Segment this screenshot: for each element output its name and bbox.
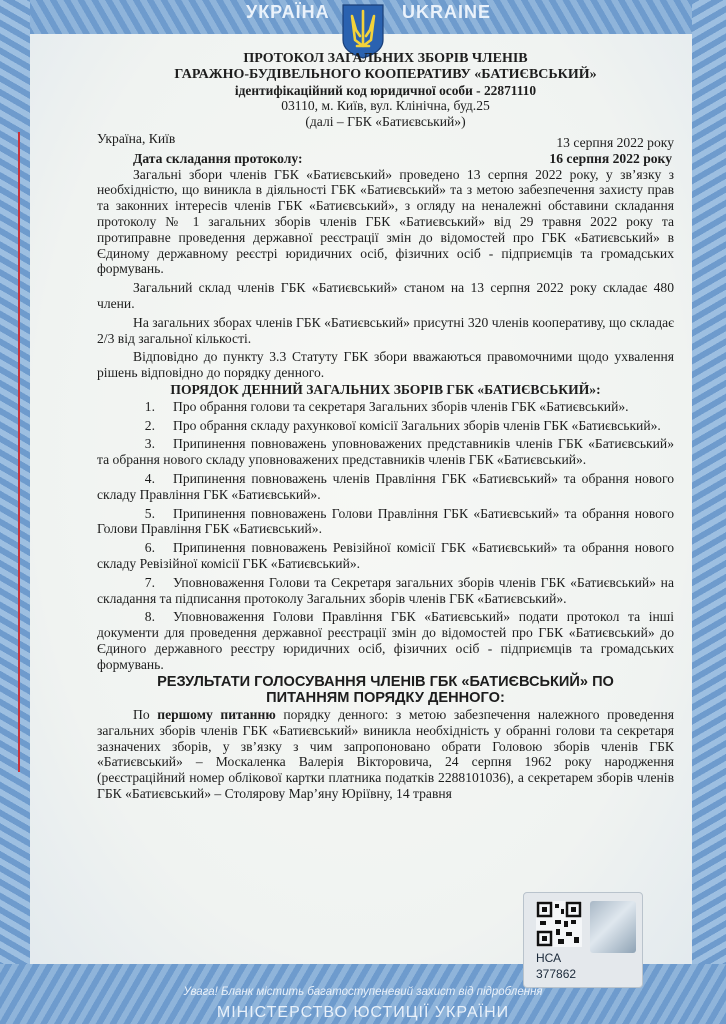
title-line-2: ГАРАЖНО-БУДІВЕЛЬНОГО КООПЕРАТИВУ «БАТИЄВСЬКИЙ» xyxy=(174,66,597,82)
agenda-number: 3. xyxy=(144,436,155,452)
results-first-question xyxy=(97,707,674,802)
binding-thread xyxy=(18,132,20,772)
place: Україна, Київ xyxy=(97,130,176,146)
hologram-icon xyxy=(590,901,636,953)
agenda-number: 1. xyxy=(144,398,155,414)
protocol-date: 16 серпня 2022 року xyxy=(549,150,672,166)
paragraph-present-members: На загальних зборах членів ГБК «Батиєвський» присутні 320 членів кооперативу, що складає 2/3 від загальної кількості. xyxy=(97,314,674,346)
agenda-number: 5. xyxy=(144,505,155,521)
sticker-number: 377862 xyxy=(536,967,577,981)
agenda-number: 8. xyxy=(144,609,155,625)
guilloche-frame-left xyxy=(0,0,30,1024)
agenda-text: Припинення повноважень Голови Правління ГБК «Батиєвський» та обрання нового Голови Правління ГБК «Батиєвський». xyxy=(97,505,674,537)
agenda-number: 2. xyxy=(144,417,155,433)
agenda-number: 4. xyxy=(144,470,155,486)
agenda-list xyxy=(97,399,674,673)
agenda-number: 7. xyxy=(144,574,155,590)
title-address: 03110, м. Київ, вул. Клінічна, буд.25 xyxy=(281,98,490,114)
protocol-date-label: Дата складання протоколу: xyxy=(133,150,303,166)
footer-ministry: МІНІСТЕРСТВО ЮСТИЦІЇ УКРАЇНИ xyxy=(216,1004,510,1021)
agenda-heading: ПОРЯДОК ДЕННИЙ ЗАГАЛЬНИХ ЗБОРІВ ГБК «БАТИЄВСЬКИЙ»: xyxy=(170,381,601,397)
title-alias: (далі – ГБК «Батиєвський») xyxy=(305,114,466,130)
agenda-item xyxy=(97,575,674,607)
agenda-item xyxy=(97,418,674,434)
results-heading-line-2: ПИТАННЯМ ПОРЯДКУ ДЕННОГО: xyxy=(266,690,505,707)
results-bold: першому питанню xyxy=(157,707,276,723)
agenda-item xyxy=(97,471,674,503)
sticker-series: НСА xyxy=(536,951,562,965)
meeting-date: 13 серпня 2022 року xyxy=(556,134,674,150)
document-body xyxy=(97,50,674,802)
paragraph-intro: Загальні збори членів ГБК «Батиєвський» проведено 13 серпня 2022 року, у зв’язку з необхідністю, що виникла в діяльності ГБК «Батиєвський» та з метою забезпечення захисту прав та законних інтересів членів ГБК «Батиєвський», з огляду на неналежні обставини складання протоколу № 1 загальних зборів членів ГБК «Батиєвський» від 29 травня 2022 року та протиправне проведення державної реєстрації змін до відомостей про ГБК «Батиєвський» в Єдиному державному реєстрі юридичних осіб, фізичних осіб - підприємців та громадських формувань. xyxy=(97,166,674,277)
agenda-text: Уповноваження Голови Правління ГБК «Батиєвський» подати протокол та інші документи для проведення державної реєстрації змін до відомостей про ГБК «Батиєвський» до Єдиного державного реєстру юридичних осіб, фізичних осіб - підприємців та громадських формувань. xyxy=(97,609,674,672)
agenda-item xyxy=(97,506,674,538)
paragraph-total-members: Загальний склад членів ГБК «Батиєвський» станом на 13 серпня 2022 року складає 480 члени. xyxy=(97,280,674,311)
guilloche-frame-right xyxy=(692,0,726,1024)
results-text: порядку денного: з метою забезпечення належного проведення загальних зборів членів ГБК «Батиєвський» виникла необхідність у обранні голови та секретаря зазначених зборів, у зв’язку з чим запропоновано обрати Головою зборів членів ГБК «Батиєвський» – Москаленка Валерія Вікторовича, 24 серпня 1962 року народження (реєстраційний номер облікової картки платника податків 2288101036), а секретарем зборів членів ГБК «Батиєвський» – Столярову Мар’яну Юріївну, 14 травня xyxy=(97,707,674,802)
banner-ukraine-en: UKRAINE xyxy=(402,2,492,22)
results-heading-line-1: РЕЗУЛЬТАТИ ГОЛОСУВАННЯ ЧЛЕНІВ ГБК «БАТИЄВСЬКИЙ» ПО xyxy=(157,674,614,691)
footer-warning: Увага! Бланк містить багатоступеневий захист від підроблення xyxy=(183,986,543,998)
banner-ukraine-ua: УКРАЇНА xyxy=(246,2,330,22)
agenda-text: Про обрання голови та секретаря Загальних зборів членів ГБК «Батиєвський». xyxy=(173,398,629,414)
security-sticker xyxy=(523,892,643,988)
paragraph-quorum: Відповідно до пункту 3.3 Статуту ГБК збори вважаються правомочними щодо ухвалення рішень відповідно до порядку денного. xyxy=(97,349,674,381)
agenda-text: Про обрання складу рахункової комісії Загальних зборів членів ГБК «Батиєвський». xyxy=(173,417,661,433)
agenda-text: Припинення повноважень уповноважених представників членів ГБК «Батиєвський» та обрання нового складу уповноважених представників членів ГБК «Батиєвський». xyxy=(97,436,674,468)
agenda-text: Припинення повноважень членів Правління ГБК «Батиєвський» та обрання нового складу Правління ГБК «Батиєвський». xyxy=(97,470,674,502)
agenda-text: Уповноваження Голови та Секретаря загальних зборів членів ГБК «Батиєвський» на складання та підписання протоколу Загальних зборів членів ГБК «Батиєвський». xyxy=(97,574,674,606)
agenda-item xyxy=(97,436,674,468)
title-line-3: ідентифікаційний код юридичної особи - 22871110 xyxy=(234,82,537,98)
results-lead: По xyxy=(133,707,150,723)
qr-code-icon xyxy=(536,901,582,947)
agenda-number: 6. xyxy=(144,540,155,556)
agenda-item xyxy=(97,609,674,672)
title-line-1: ПРОТОКОЛ ЗАГАЛЬНИХ ЗБОРІВ ЧЛЕНІВ xyxy=(243,51,528,66)
agenda-text: Припинення повноважень Ревізійної комісії ГБК «Батиєвський» та обрання нового складу Ревізійної комісії ГБК «Батиєвський». xyxy=(97,540,674,571)
agenda-item xyxy=(97,540,674,572)
agenda-item xyxy=(97,399,674,415)
